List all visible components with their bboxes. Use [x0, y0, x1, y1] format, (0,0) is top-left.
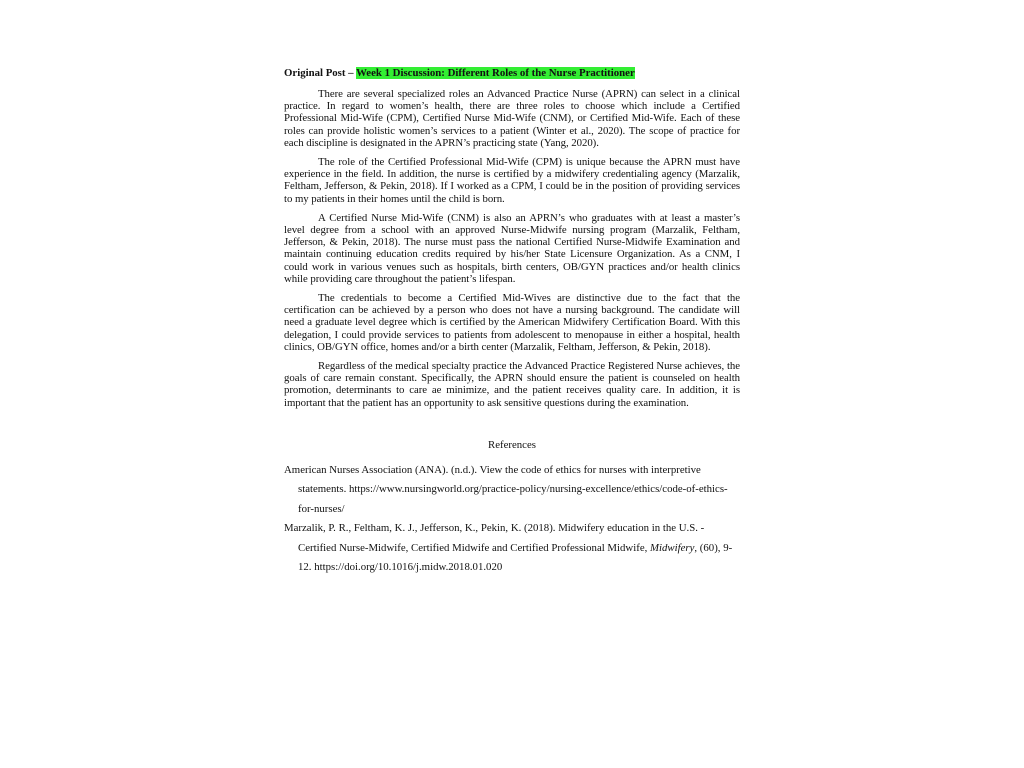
paragraph: There are several specialized roles an Advanced Practice Nurse (APRN) can select in a clinical practice. In regard to women’s health, there are three roles to choose which include a Certified Professional Mid-Wife (CPM), Certified Nurse Mid-Wife (CNM), or Certified Mid-Wife. Each of these roles can provide holistic women’s services to a patient (Winter et al., 2020). The scope of practice for each discipline is designated in the APRN’s practicing state (Yang, 2020). [284, 88, 740, 149]
post-heading-title: Week 1 Discussion: Different Roles of the Nurse Practitioner [356, 67, 635, 79]
reference-item [284, 461, 740, 520]
reference-text-end: , (60), 9-12. https://doi.org/10.1016/j.midw.2018.01.020 [298, 541, 733, 574]
reference-text: Marzalik, P. R., Feltham, K. J., Jefferson, K., Pekin, K. (2018). Midwifery education in the U.S. - Certified Nurse-Midwife, Certified Midwife and Certified Professional Midwife, [284, 522, 705, 554]
reference-item [284, 519, 740, 578]
paragraph: The role of the Certified Professional Mid-Wife (CPM) is unique because the APRN must have experience in the field. In addition, the nurse is certified by a midwifery credentialing agency (Marzalik, Feltham, Jefferson, & Pekin, 2018). If I worked as a CPM, I could be in the position of providing services to my patients in their homes until the child is born. [284, 156, 740, 205]
document-page [284, 66, 740, 578]
reference-text: American Nurses Association (ANA). (n.d.). View the code of ethics for nurses with interpretive statements. https://www.nursingworld.org/practice-policy/nursing-excellence/ethics/code-of-ethics-for-nurses/ [284, 463, 728, 515]
post-heading-lead: Original Post – [284, 67, 357, 79]
reference-journal: Midwifery [650, 541, 695, 554]
paragraph: The credentials to become a Certified Mid-Wives are distinctive due to the fact that the certification can be achieved by a person who does not have a nursing background. The candidate will need a graduate level degree which is certified by the American Midwifery Certification Board. With this delegation, I could provide services to patients from adolescent to menopause in either a hospital, health clinics, OB/GYN office, homes and/or a birth center (Marzalik, Feltham, Jefferson, & Pekin, 2018). [284, 292, 740, 353]
paragraph: A Certified Nurse Mid-Wife (CNM) is also an APRN’s who graduates with at least a master’s level degree from a school with an approved Nurse-Midwife nursing program (Marzalik, Feltham, Jefferson, & Pekin, 2018). The nurse must pass the national Certified Nurse-Midwife Examination and maintain continuing education credits required by his/her State Licensure Organization. As a CNM, I could work in various venues such as hospitals, birth centers, OB/GYN practices and/or health clinics while providing care throughout the patient’s lifespan. [284, 211, 740, 285]
references-heading: References [488, 438, 536, 451]
paragraph: Regardless of the medical specialty practice the Advanced Practice Registered Nurse achieves, the goals of care remain constant. Specifically, the APRN should ensure the patient is counseled on health promotion, determinants to care ae minimize, and the patient receives quality care. In addition, it is important that the patient has an opportunity to ask sensitive questions during the examination. [284, 360, 740, 409]
post-heading [284, 66, 740, 80]
